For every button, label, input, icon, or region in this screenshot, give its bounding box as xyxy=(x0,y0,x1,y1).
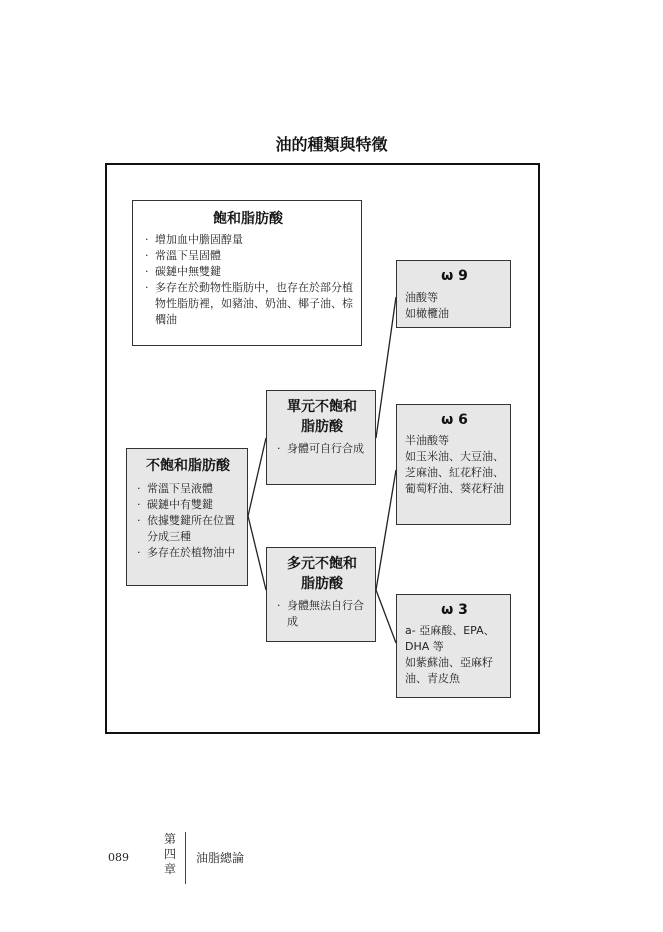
unsaturated-fat-item: · 碳鏈中有雙鍵 xyxy=(135,497,241,513)
omega9-line: 如橄欖油 xyxy=(405,307,449,320)
saturated-fat-item: · 多存在於動物性脂肪中，也存在於部分植物性脂肪裡，如豬油、奶油、椰子油、棕櫚油 xyxy=(143,280,353,328)
monounsaturated-title-line2: 脂肪酸 xyxy=(301,419,343,435)
polyunsaturated-box xyxy=(266,547,376,642)
unsaturated-fat-title: 不飽和脂肪酸 xyxy=(146,458,230,474)
connector-poly-omega3 xyxy=(376,590,396,643)
omega3-line: a- 亞麻酸、EPA、DHA 等 xyxy=(405,624,495,653)
page-title: 油的種類與特徵 xyxy=(275,135,388,154)
omega6-line: 半油酸等 xyxy=(405,434,449,447)
page-number: 089 xyxy=(108,851,129,864)
connector-unsat-mono xyxy=(248,438,266,516)
chapter-char: 四 xyxy=(163,847,176,861)
saturated-fat-item: · 碳鏈中無雙鍵 xyxy=(143,264,353,280)
polyunsaturated-item: · 身體無法自行合成 xyxy=(275,598,369,630)
saturated-fat-item: · 常溫下呈固體 xyxy=(143,248,353,264)
unsaturated-fat-item: · 常溫下呈液體 xyxy=(135,481,241,497)
chapter-divider xyxy=(185,832,186,884)
omega9-box xyxy=(396,260,511,328)
unsaturated-fat-item: · 依據雙鍵所在位置分成三種 xyxy=(135,513,241,545)
chapter-char: 章 xyxy=(163,862,176,876)
omega3-title: ω 3 xyxy=(441,602,468,618)
saturated-fat-box xyxy=(132,200,362,346)
saturated-fat-title: 飽和脂肪酸 xyxy=(213,211,283,227)
saturated-fat-item: · 增加血中膽固醇量 xyxy=(143,232,353,248)
polyunsaturated-title-line2: 脂肪酸 xyxy=(301,576,343,592)
omega3-box xyxy=(396,594,511,698)
chapter-label xyxy=(160,832,180,877)
monounsaturated-title-line1: 單元不飽和 xyxy=(287,399,357,415)
monounsaturated-box xyxy=(266,390,376,485)
connector-mono-omega9 xyxy=(376,297,396,438)
omega6-title: ω 6 xyxy=(441,412,468,428)
omega9-title: ω 9 xyxy=(441,268,468,284)
omega9-line: 油酸等 xyxy=(405,291,438,304)
omega3-line: 如紫蘇油、亞麻籽油、青皮魚 xyxy=(405,656,493,685)
monounsaturated-item: · 身體可自行合成 xyxy=(275,441,369,457)
connector-unsat-poly xyxy=(248,516,266,590)
chapter-char: 第 xyxy=(163,832,176,846)
unsaturated-fat-item: · 多存在於植物油中 xyxy=(135,545,241,561)
omega6-box xyxy=(396,404,511,525)
unsaturated-fat-box xyxy=(126,448,248,586)
chapter-title: 油脂總論 xyxy=(196,851,245,865)
connector-poly-omega6 xyxy=(376,470,396,590)
omega6-line: 如玉米油、大豆油、芝麻油、紅花籽油、葡萄籽油、葵花籽油 xyxy=(405,450,504,495)
polyunsaturated-title-line1: 多元不飽和 xyxy=(287,556,357,572)
